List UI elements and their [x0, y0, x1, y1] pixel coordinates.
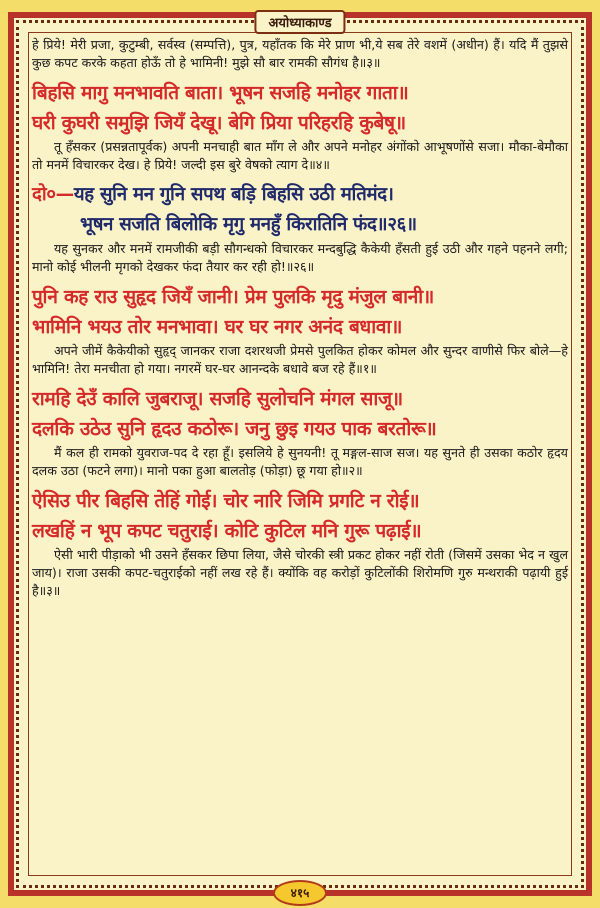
chaupai-verse-line: घरी कुघरी समुझि जियँ देखू। बेगि प्रिया परिहरहि कुबेषू॥: [32, 112, 406, 134]
doha-verse-line: [32, 180, 568, 210]
doha-marker: दो०—: [32, 184, 74, 205]
chaupai-verse-line: दलकि उठेउ सुनि हृदउ कठोरू। जनु छुइ गयउ पाक बरतोरू॥: [32, 418, 437, 440]
translation-paragraph: तू हँसकर (प्रसन्नतापूर्वक) अपनी मनचाही बात माँग ले और अपने मनोहर अंगोंको आभूषणोंसे सजा। मौका-बेमौका तो मनमें विचारकर देख। हे प्रिये! जल्दी इस बुरे वेषको त्याग दे॥४॥: [32, 139, 568, 172]
doha-verse-line: भूषन सजति बिलोकि मृगु मनहुँ किरातिनि फंद॥२६॥: [80, 214, 417, 235]
page-content: [32, 36, 568, 606]
chaupai-verse-line: बिहसि मागु मनभावति बाता। भूषन सजहि मनोहर गाता॥: [32, 82, 409, 104]
translation-paragraph: अपने जीमें कैकेयीको सुहृद् जानकर राजा दशरथजी प्रेमसे पुलकित होकर कोमल और सुन्दर वाणीसे फिर बोले—हे भामिनि! तेरा मनचीता हो गया। नगरमें घर-घर आनन्दके बधावे बज रहे हैं॥१॥: [32, 343, 568, 376]
chaupai-verse-line: पुनि कह राउ सुहृद जियँ जानी। प्रेम पुलकि मृदु मंजुल बानी॥: [32, 286, 434, 308]
translation-paragraph: ऐसी भारी पीड़ाको भी उसने हँसकर छिपा लिया, जैसे चोरकी स्त्री प्रकट होकर नहीं रोती (जिसमें उसका भेद न खुल जाय)। राजा उसकी कपट-चतुराईको नहीं लख रहे हैं। क्योंकि वह करोड़ों कुटिलोंकी शिरोमणि गुरु मन्थराकी पढ़ायी हुई है॥३॥: [32, 547, 568, 598]
translation-paragraph: मैं कल ही रामको युवराज-पद दे रहा हूँ। इसलिये हे सुनयनी! तू मङ्गल-साज सज। यह सुनते ही उसका कठोर हृदय दलक उठा (फटने लगा)। मानो पका हुआ बालतोड़ (फोड़ा) छू गया हो॥२॥: [32, 445, 568, 478]
chaupai-verse-line: लखहिं न भूप कपट चतुराई। कोटि कुटिल मनि गुरू पढ़ाई॥: [32, 520, 422, 542]
translation-paragraph: यह सुनकर और मनमें रामजीकी बड़ी सौगन्धको विचारकर मन्दबुद्धि कैकेयी हँसती हुई उठी और गहने पहनने लगी; मानो कोई भीलनी मृगको देखकर फंदा तैयार कर रही हो!॥२६॥: [32, 241, 568, 274]
doha-text: यह सुनि मन गुनि सपथ बड़ि बिहसि उठी मतिमंद।: [73, 184, 394, 205]
page-number: ४१५: [273, 880, 327, 906]
chaupai-verse-line: रामहि देउँ कालि जुबराजू। सजहि सुलोचनि मंगल साजू॥: [32, 388, 403, 410]
chaupai-verse-line: भामिनि भयउ तोर मनभावा। घर घर नगर अनंद बधावा॥: [32, 316, 403, 338]
chapter-header: अयोध्याकाण्ड: [254, 10, 345, 34]
chaupai-verse-line: ऐसिउ पीर बिहसि तेहिं गोई। चोर नारि जिमि प्रगटि न रोई॥: [32, 490, 420, 512]
translation-paragraph: हे प्रिये! मेरी प्रजा, कुटुम्बी, सर्वस्व (सम्पत्ति), पुत्र, यहाँतक कि मेरे प्राण भी,ये सब तेरे वशमें (अधीन) हैं। यदि मैं तुझसे कुछ कपट करके कहता होऊँ तो हे भामिनी! मुझे सौ बार रामकी सौगंध है॥३॥: [32, 37, 568, 70]
